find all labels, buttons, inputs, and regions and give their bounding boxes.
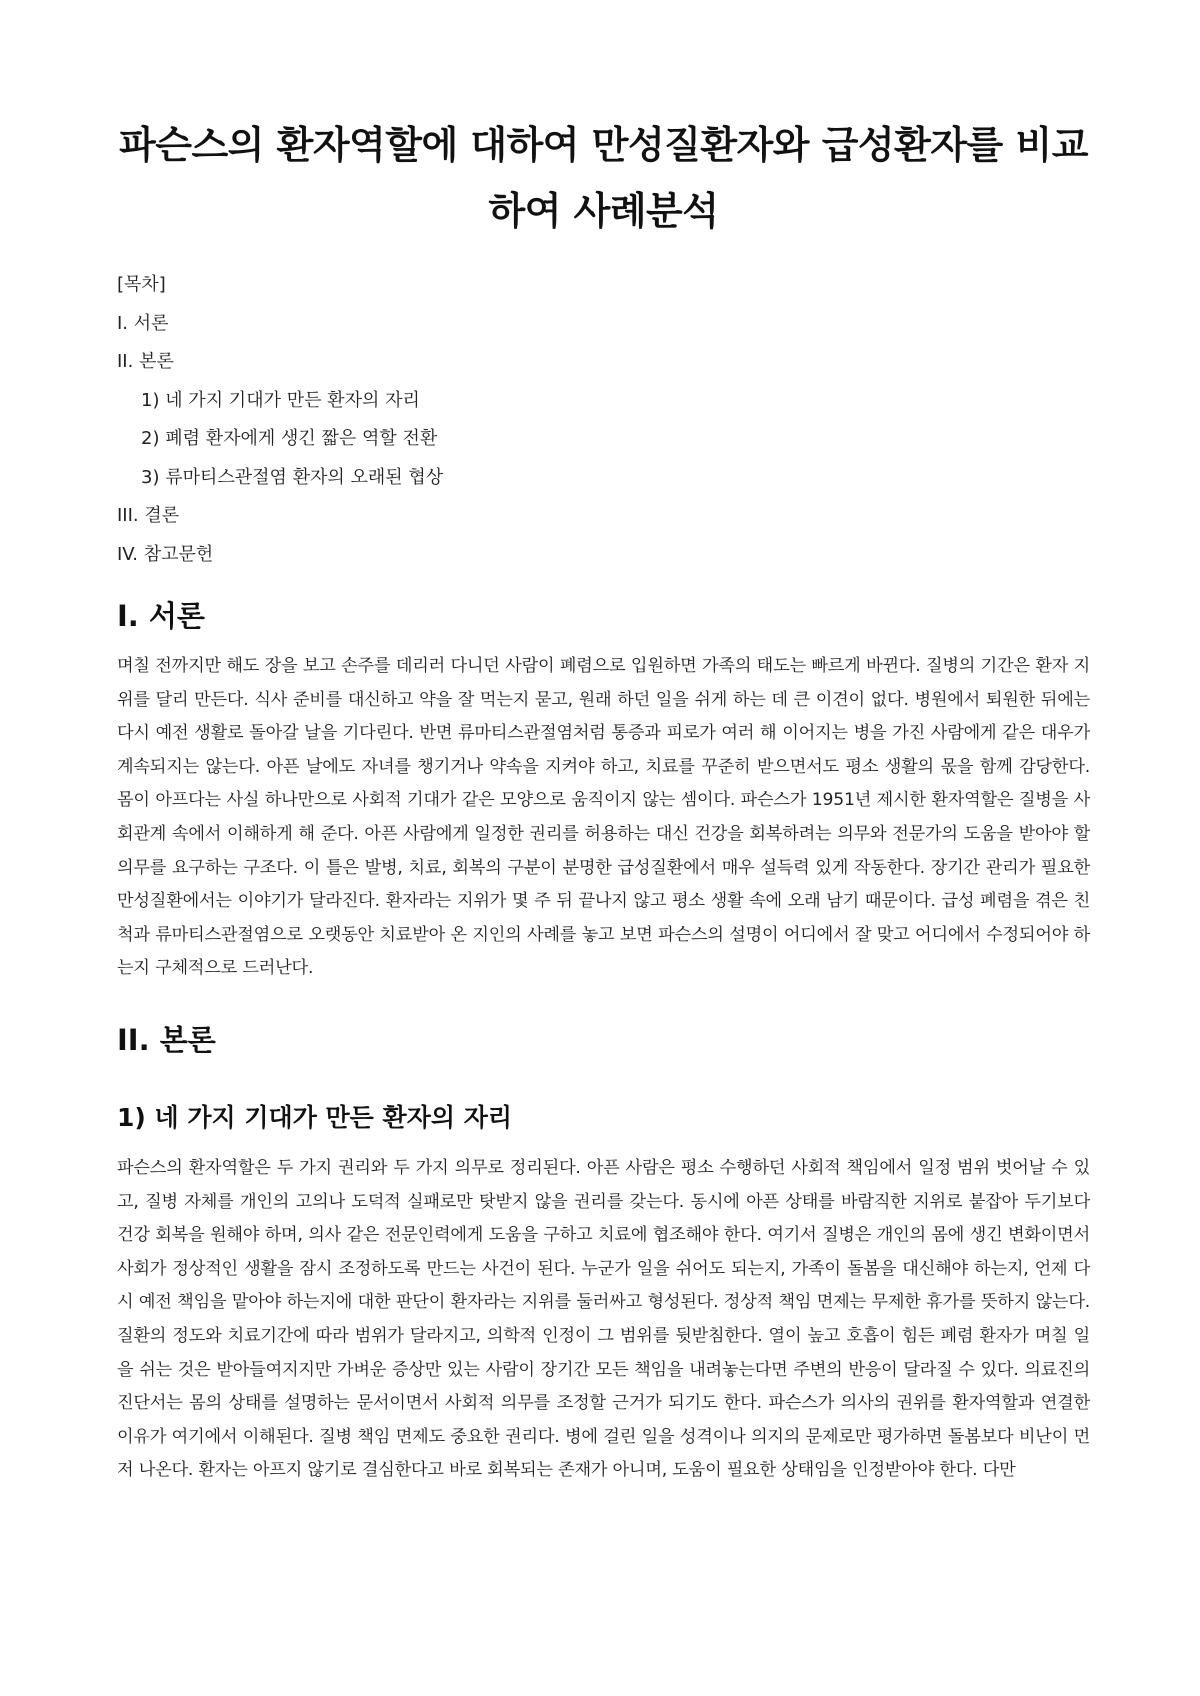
table-of-contents [117,266,1090,574]
document-title: 파슨스의 환자역할에 대하여 만성질환자와 급성환자를 비교하여 사례분석 [119,123,1088,233]
subsection-heading-1: 1) 네 가지 기대가 만든 환자의 자리 [117,1102,512,1132]
toc-item-intro: I. 서론 [117,312,169,334]
toc-item-body-3: 3) 류마티스관절염 환자의 오래된 협상 [141,466,444,488]
toc-item-references: IV. 참고문헌 [117,543,214,565]
toc-item-body: II. 본론 [117,351,174,372]
toc-item-body-1: 1) 네 가지 기대가 만든 환자의 자리 [141,389,420,411]
section-heading-intro: I. 서론 [117,599,205,633]
toc-item-body-2: 2) 폐렴 환자에게 생긴 짧은 역할 전환 [141,428,438,449]
toc-item-conclusion: III. 결론 [117,505,180,526]
toc-heading: [목차] [117,274,166,295]
intro-paragraph: 며칠 전까지만 해도 장을 보고 손주를 데리러 다니던 사람이 폐렴으로 입원하면 가족의 태도는 빠르게 바뀐다. 질병의 기간은 환자 지위를 달리 만든다. 식사 준비를 대신하고 약을 잘 먹는지 묻고, 원래 하던 일을 쉬게 하는 데 큰 이견이 없다. 병원에서 퇴원한 뒤에는 다시 예전 생활로 돌아갈 날을 기다린다. 반면 류마티스관절염처럼 통증과 피로가 여러 해 이어지는 병을 가진 사람에게 같은 대우가 계속되지는 않는다. 아픈 날에도 자녀를 챙기거나 약속을 지켜야 하고, 치료를 꾸준히 받으면서도 평소 생활의 몫을 함께 감당한다. 몸이 아프다는 사실 하나만으로 사회적 기대가 같은 모양으로 움직이지 않는 셈이다. 파슨스가 1951년 제시한 환자역할은 질병을 사회관계 속에서 이해하게 해 준다. 아픈 사람에게 일정한 권리를 허용하는 대신 건강을 회복하려는 의무와 전문가의 도움을 받아야 할 의무를 요구하는 구조다. 이 틀은 발병, 치료, 회복의 구분이 분명한 급성질환에서 매우 설득력 있게 작동한다. 장기간 관리가 필요한 만성질환에서는 이야기가 달라진다. 환자라는 지위가 몇 주 뒤 끝나지 않고 평소 생활 속에 오래 남기 때문이다. 급성 폐렴을 겪은 친척과 류마티스관절염으로 오랫동안 치료받아 온 지인의 사례를 놓고 보면 파슨스의 설명이 어디에서 잘 맞고 어디에서 수정되어야 하는지 구체적으로 드러난다. [117,656,1090,979]
subsection-1-paragraph: 파슨스의 환자역할은 두 가지 권리와 두 가지 의무로 정리된다. 아픈 사람은 평소 수행하던 사회적 책임에서 일정 범위 벗어날 수 있고, 질병 자체를 개인의 고의나 도덕적 실패로만 탓받지 않을 권리를 갖는다. 동시에 아픈 상태를 바람직한 지위로 붙잡아 두기보다 건강 회복을 원해야 하며, 의사 같은 전문인력에게 도움을 구하고 치료에 협조해야 한다. 여기서 질병은 개인의 몸에 생긴 변화이면서 사회가 정상적인 생활을 잠시 조정하도록 만드는 사건이 된다. 누군가 일을 쉬어도 되는지, 가족이 돌봄을 대신해야 하는지, 언제 다시 예전 책임을 맡아야 하는지에 대한 판단이 환자라는 지위를 둘러싸고 형성된다. 정상적 책임 면제는 무제한 휴가를 뜻하지 않는다. 질환의 정도와 치료기간에 따라 범위가 달라지고, 의학적 인정이 그 범위를 뒷받침한다. 열이 높고 호흡이 힘든 폐렴 환자가 며칠 일을 쉬는 것은 받아들여지지만 가벼운 증상만 있는 사람이 장기간 모든 책임을 내려놓는다면 주변의 반응이 달라질 수 있다. 의료진의 진단서는 몸의 상태를 설명하는 문서이면서 사회적 의무를 조정할 근거가 되기도 한다. 파슨스가 의사의 권위를 환자역할과 연결한 이유가 여기에서 이해된다. 질병 책임 면제도 중요한 권리다. 병에 걸린 일을 성격이나 의지의 문제로만 평가하면 돌봄보다 비난이 먼저 나온다. 환자는 아프지 않기로 결심한다고 바로 회복되는 존재가 아니며, 도움이 필요한 상태임을 인정받아야 한다. 다만 [117,1157,1090,1481]
section-heading-body: II. 본론 [117,1022,216,1057]
